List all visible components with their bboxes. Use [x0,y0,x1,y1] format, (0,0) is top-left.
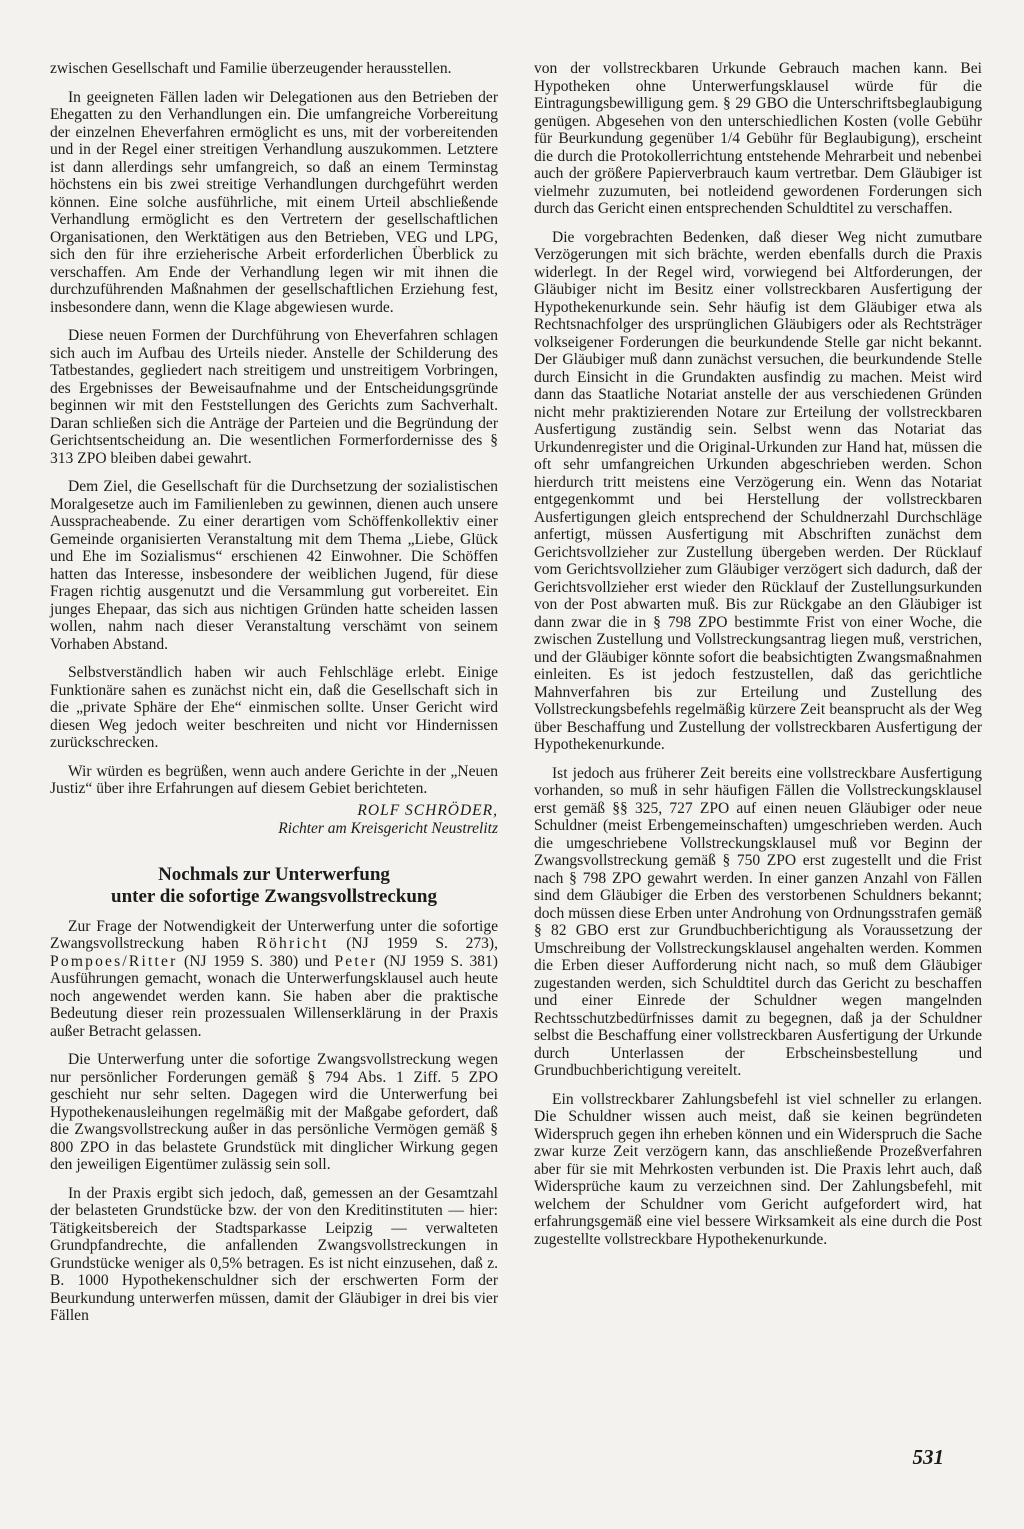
heading-line: Nochmals zur Unterwerfung [158,863,390,885]
right-column [534,60,982,1325]
author-signature [50,802,498,838]
paragraph: Selbstverständlich haben wir auch Fehlschläge erlebt. Einige Funktionäre sahen es zunächst nicht ein, daß die Gesellschaft sich in die „private Sphäre der Ehe“ einmischen sollte. Unser Gericht wird diesen Weg jedoch weiter beschreiten und nicht vor Hindernissen zurückschrecken. [50,664,498,751]
paragraph: Die vorgebrachten Bedenken, daß dieser Weg nicht zumutbare Verzögerungen mit sich brächte, werden ebenfalls durch die Praxis widerlegt. In der Regel wird, vorwiegend bei Altforderungen, der Gläubiger nicht im Besitz einer vollstreckbaren Ausfertigung der Hypothekenurkunde sein. Sehr häufig ist dem Gläubiger etwa als Rechtsnachfolger des ursprünglichen Gläubigers oder als Rechtsträger volkseigener Forderungen die beurkundende Stelle gar nicht bekannt. Der Gläubiger muß dann zunächst versuchen, die beurkundende Stelle durch Einsicht in die Grundakten ausfindig zu machen. Meist wird dann das Staatliche Notariat anstelle der aus verschiedenen Gründen nicht mehr praktizierenden Notare zur Erteilung der vollstreckbaren Ausfertigung zuständig sein. Selbst wenn das Notariat das Urkundenregister und die Original-Urkunden zur Hand hat, müssen die oft sehr umfangreichen Urkunden abgeschrieben werden. Schon hierdurch tritt meistens eine Verzögerung ein. Wenn das Notariat entgegenkommt und bei Herstellung der vollstreckbaren Ausfertigungen gleich entsprechend der Schuldnerzahl Durchschläge anfertigt, müssen Ausfertigung mit Abschriften zunächst dem Gerichtsvollzieher zur Zustellung übergeben werden. Der Rücklauf vom Gerichtsvollzieher zum Gläubiger verzögert sich dadurch, daß der Gerichtsvollzieher erst wieder den Rücklauf der Zustellungsurkunden von der Post abwarten muß. Bis zur Rückgabe an den Gläubiger ist dann zwar die in § 798 ZPO bestimmte Frist von einer Woche, die zwischen Zustellung und Vollstreckungsantrag liegen muß, verstrichen, und der Gläubiger könnte sofort die beabsichtigten Zwangsmaßnahmen einleiten. Es ist jedoch festzustellen, daß das gerichtliche Mahnverfahren bis zur Erteilung und Zustellung des Vollstreckungsbefehls regelmäßig kürzere Zeit beansprucht als der Weg über Beschaffung und Zustellung der vollstreckbaren Ausfertigung der Hypothekenurkunde. [534,228,982,753]
paragraph: Wir würden es begrüßen, wenn auch andere Gerichte in der „Neuen Justiz“ über ihre Erfahrungen auf diesem Gebiet berichteten. [50,762,498,797]
page-number: 531 [912,1445,944,1469]
text-run: (NJ 1959 S. 381) Ausführungen gemacht, wonach die Unterwerfungsklausel auch heute noch angewendet werden kann. Sie haben aber die praktische Bedeutung dieser rein prozessualen Willenserklärung in der Praxis außer Betracht gelassen. [50,952,498,1040]
paragraph: Diese neuen Formen der Durchführung von Eheverfahren schlagen sich auch im Aufbau des Urteils nieder. Anstelle der Schilderung des Tatbestandes, gegliedert nach streitigem und unstreitigem Vorbringen, des Ergebnisses der Beweisaufnahme und der Entscheidungsgründe beginnen wir mit den Feststellungen des Gerichts zum Sachverhalt. Daran schließen sich die Anträge der Parteien und die Begründung der Gerichtsentscheidung an. Die wesentlichen Formerfordernisse des § 313 ZPO bleiben dabei gewahrt. [50,327,498,467]
two-column-body [50,60,982,1325]
author-reference: Pompoes/Ritter [50,952,178,970]
author-reference: Röhricht [256,935,329,952]
paragraph [50,918,498,1041]
text-run: (NJ 1959 S. 380) und [177,952,335,970]
paragraph: von der vollstreckbaren Urkunde Gebrauch machen kann. Bei Hypotheken ohne Unterwerfungsklausel würde für die Eintragungsbewilligung gem. § 29 GBO die Unterschriftsbeglaubigung genügen. Abgesehen von den unterschiedlichen Kosten (volle Gebühr für Beurkundung gegenüber 1/4 Gebühr für Beglaubigung), erscheint die durch die Protokollerrichtung entstehende Mehrarbeit und nebenbei auch der größere Papierverbrauch kaum vertretbar. Dem Gläubiger ist vielmehr zuzumuten, bei notleidend gewordenen Forderungen sich durch das Gericht einen entsprechenden Schuldtitel zu verschaffen. [534,60,982,217]
paragraph: Die Unterwerfung unter die sofortige Zwangsvollstreckung wegen nur persönlicher Forderungen gemäß § 794 Abs. 1 Ziff. 5 ZPO geschieht nur sehr selten. Dagegen wird die Unterwerfung bei Hypothekenausleihungen regelmäßig mit der Maßgabe gefordert, daß die Zwangsvollstreckung außer in das persönliche Vermögen gemäß § 800 ZPO in das belastete Grundstück mit dinglicher Wirkung gegen den jeweiligen Eigentümer zulässig sein soll. [50,1051,498,1173]
paragraph: In geeigneten Fällen laden wir Delegationen aus den Betrieben der Ehegatten zu den Verhandlungen ein. Die umfangreiche Vorbereitung der einzelnen Eheverfahren ermöglicht es uns, mit der vorbereitenden und in der Regel einer streitigen Verhandlung auszukommen. Letztere ist dann allerdings sehr umfangreich, so daß an einem Terminstag höchstens ein bis zwei streitige Verhandlungen durchgeführt werden können. Eine solche ausführliche, mit einem Urteil abschließende Verhandlung ermöglicht es den Vertretern der gesellschaftlichen Organisationen, den Werktätigen aus den Betrieben, VEG und LPG, sich den für ihre erzieherische Arbeit erforderlichen Überblick zu verschaffen. Am Ende der Verhandlung legen wir mit ihnen die durchzuführenden Maßnahmen der gesellschaftlichen Erziehung fest, insbesondere dann, wenn die Klage abgewiesen wurde. [50,88,498,316]
text-run: Zur Frage der Notwendigkeit der Unterwerfung unter die sofortige Zwangsvollstreckung haben [50,917,498,952]
article-heading [50,864,498,908]
paragraph: In der Praxis ergibt sich jedoch, daß, gemessen an der Gesamtzahl der belasteten Grundstücke bzw. der von den Kreditinstituten — hier: Tätigkeitsbereich der Stadtsparkasse Leipzig — verwalteten Grundpfandrechte, die anfallenden Zwangsvollstreckungen in Grundstücke weniger als 0,5% betragen. Es ist nicht einzusehen, daß z. B. 1000 Hypothekenschuldner sich der erschwerten Form der Beurkundung unterwerfen müssen, damit der Gläubiger in drei bis vier Fällen [50,1184,498,1324]
paragraph: zwischen Gesellschaft und Familie überzeugender herausstellen. [50,60,452,77]
author-name: ROLF SCHRÖDER, [357,801,498,819]
paragraph: Ein vollstreckbarer Zahlungsbefehl ist viel schneller zu erlangen. Die Schuldner wissen auch meist, daß sie keinen begründeten Widerspruch gegen ihn erheben können und ein Widerspruch die Sache zwar kurze Zeit verzögern kann, das anschließende Prozeßverfahren aber für sie mit Mehrkosten verbunden ist. Die Praxis lehrt auch, daß Widersprüche kaum zu verzeichnen sind. Der Zahlungsbefehl, mit welchem der Schuldner vom Gericht aufgefordert wird, hat erfahrungsgemäß eine viel bessere Wirksamkeit als eine durch die Post zugestellte vollstreckbare Hypothekenurkunde. [534,1090,982,1248]
paragraph: Dem Ziel, die Gesellschaft für die Durchsetzung der sozialistischen Moralgesetze auch im Familienleben zu gewinnen, dienen auch unsere Ausspracheabende. Zu einer derartigen vom Schöffenkollektiv einer Gemeinde organisierten Veranstaltung mit dem Thema „Liebe, Glück und Ehe im Sozialismus“ erschienen 42 Einwohner. Die Schöffen hatten das Interesse, insbesondere der weiblichen Jugend, für diese Fragen richtig ausgenutzt und die Versammlung gut vorbereitet. Ein junges Ehepaar, das sich aus nichtigen Gründen hatte scheiden lassen wollen, nahm nach dieser Veranstaltung verschämt von seinem Vorhaben Abstand. [50,478,498,653]
paragraph: Ist jedoch aus früherer Zeit bereits eine vollstreckbare Ausfertigung vorhanden, so muß in sehr häufigen Fällen die Vollstreckungsklausel erst gemäß §§ 325, 727 ZPO auf einen neuen Gläubiger oder neue Schuldner (meist Erbengemeinschaften) umgeschrieben werden. Auch die umgeschriebene Vollstreckungsklausel muß vor Beginn der Zwangsvollstreckung gemäß § 750 ZPO erst zugestellt und die Frist nach § 798 ZPO gewahrt werden. In einer ganzen Anzahl von Fällen sind dem Gläubiger die Erben des verstorbenen Schuldners bekannt; doch müssen diese Erben unter Androhung von Ordnungsstrafen gemäß § 82 GBO erst zur Grundbuchberichtigung als Voraussetzung der Umschreibung der Vollstreckungsklausel angehalten werden. Kommen die Erben dieser Aufforderung nicht nach, so muß dem Gläubiger zugestanden werden, sich Schuldtitel durch das Gericht zu beschaffen und einer Einrede der Schuldner wegen mangelnden Rechtsschutzbedürfnisses damit zu begegnen, daß ja der Schuldner selbst die Beschaffung einer vollstreckbaren Ausfertigung der Urkunde durch Unterlassen der Erbscheinsbestellung und Grundbuchberichtigung vereitelt. [534,764,982,1079]
heading-line: unter die sofortige Zwangsvollstreckung [111,885,437,907]
author-title: Richter am Kreisgericht Neustrelitz [278,819,498,837]
author-reference: Peter [334,952,378,970]
left-column [50,60,498,1325]
text-run: (NJ 1959 S. 273), [328,935,498,952]
